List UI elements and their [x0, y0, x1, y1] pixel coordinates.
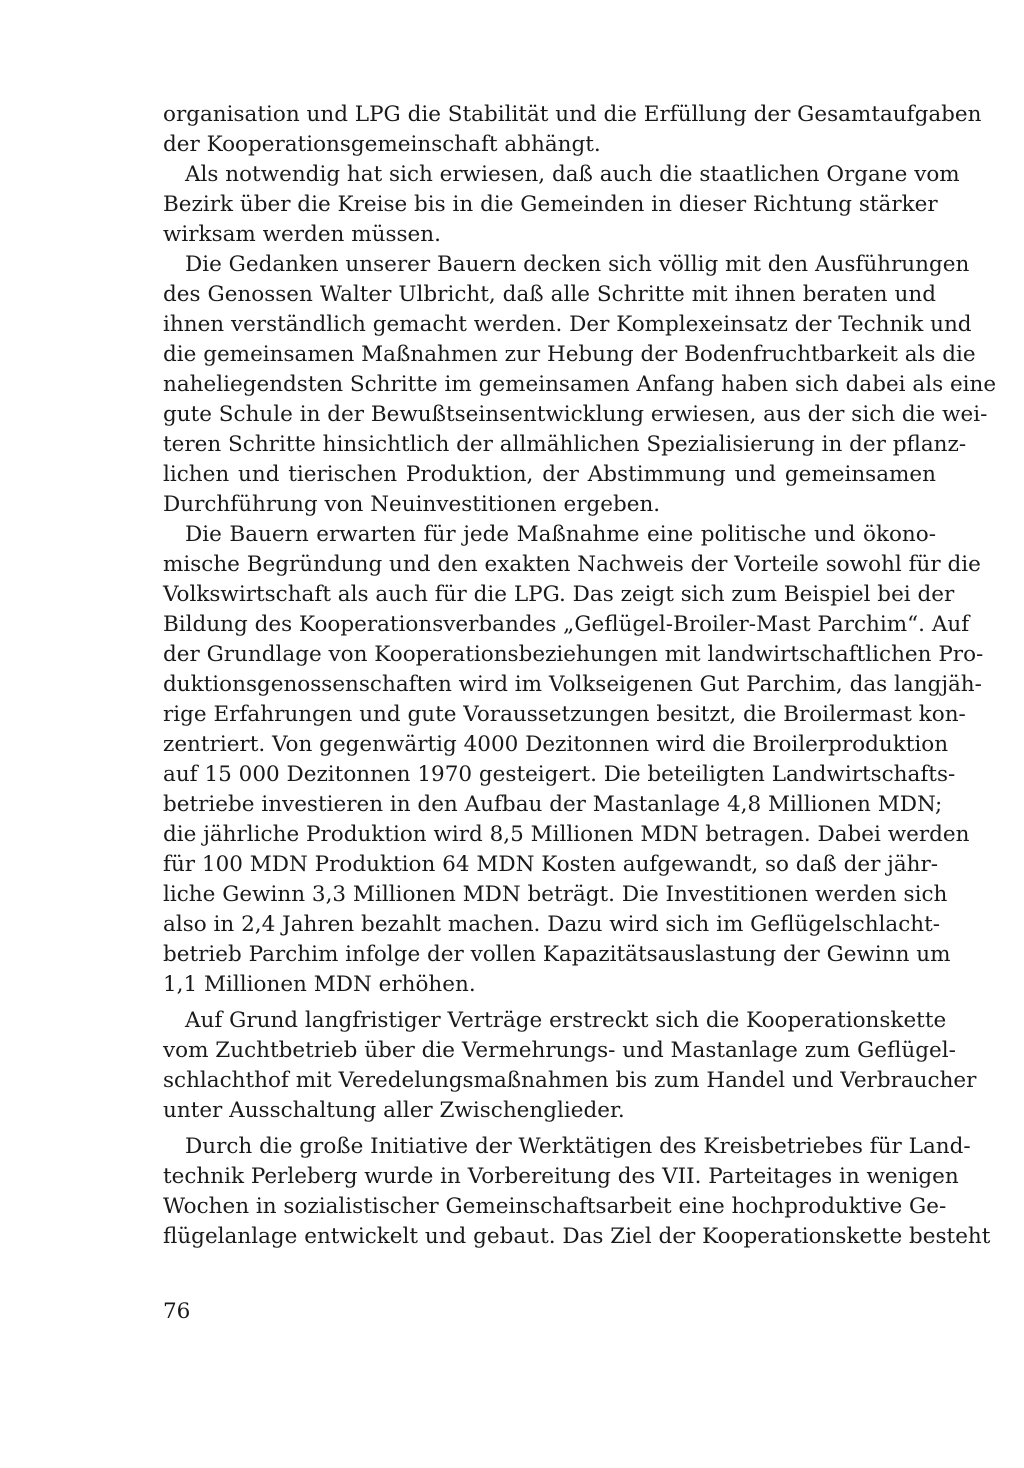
text-line: die gemeinsamen Maßnahmen zur Hebung der Bodenfruchtbarkeit als die [163, 342, 976, 367]
text-line: 1,1 Millionen MDN erhöhen. [163, 972, 476, 997]
text-line: organisation und LPG die Stabilität und die Erfüllung der Gesamtaufgaben [163, 102, 982, 127]
text-line: wirksam werden müssen. [163, 222, 441, 247]
text-line: auf 15 000 Dezitonnen 1970 gesteigert. Die beteiligten Landwirtschafts- [163, 762, 956, 787]
text-line: die jährliche Produktion wird 8,5 Millionen MDN betragen. Dabei werden [163, 822, 970, 847]
text-line: gute Schule in der Bewußtseinsentwicklung erwiesen, aus der sich die wei- [163, 402, 988, 427]
text-line: teren Schritte hinsichtlich der allmählichen Spezialisierung in der pflanz- [163, 432, 967, 457]
text-line: Die Gedanken unserer Bauern decken sich völlig mit den Ausführungen [185, 252, 970, 277]
text-line: mische Begründung und den exakten Nachweis der Vorteile sowohl für die [163, 552, 981, 577]
text-line: lichen und tierischen Produktion, der Abstimmung und gemeinsamen [163, 462, 936, 487]
text-line: der Kooperationsgemeinschaft abhängt. [163, 132, 601, 157]
text-line: also in 2,4 Jahren bezahlt machen. Dazu wird sich im Geflügelschlacht- [163, 912, 941, 937]
text-line: unter Ausschaltung aller Zwischenglieder. [163, 1098, 625, 1123]
text-line: Die Bauern erwarten für jede Maßnahme eine politische und ökono- [185, 522, 936, 547]
text-line: des Genossen Walter Ulbricht, daß alle Schritte mit ihnen beraten und [163, 282, 936, 307]
text-line: schlachthof mit Veredelungsmaßnahmen bis zum Handel und Verbraucher [163, 1068, 977, 1093]
text-line: Auf Grund langfristiger Verträge erstreckt sich die Kooperationskette [185, 1008, 947, 1033]
text-line: zentriert. Von gegenwärtig 4000 Dezitonnen wird die Broilerproduktion [163, 732, 949, 757]
text-line: Bezirk über die Kreise bis in die Gemeinden in dieser Richtung stärker [163, 192, 938, 217]
text-line: der Grundlage von Kooperationsbeziehungen mit landwirtschaftlichen Pro- [163, 642, 984, 667]
text-line: vom Zuchtbetrieb über die Vermehrungs- und Mastanlage zum Geflügel- [163, 1038, 956, 1063]
text-line: flügelanlage entwickelt und gebaut. Das Ziel der Kooperationskette besteht [163, 1224, 991, 1249]
text-line: naheliegendsten Schritte im gemeinsamen Anfang haben sich dabei als eine [163, 372, 997, 397]
text-line: technik Perleberg wurde in Vorbereitung des VII. Parteitages in wenigen [163, 1164, 959, 1189]
paragraph [163, 1132, 991, 1252]
text-line: rige Erfahrungen und gute Voraussetzungen besitzt, die Broilermast kon- [163, 702, 966, 727]
text-line: Durch die große Initiative der Werktätigen des Kreisbetriebes für Land- [185, 1134, 971, 1159]
page-number: 76 [163, 1299, 191, 1324]
paragraph [163, 520, 984, 1000]
text-line: für 100 MDN Produktion 64 MDN Kosten aufgewandt, so daß der jähr- [163, 852, 939, 877]
paragraph [163, 100, 982, 160]
text-line: Volkswirtschaft als auch für die LPG. Das zeigt sich zum Beispiel bei der [163, 582, 955, 607]
text-line: Durchführung von Neuinvestitionen ergeben. [163, 492, 661, 517]
text-line: duktionsgenossenschaften wird im Volkseigenen Gut Parchim, das langjäh- [163, 672, 982, 697]
text-line: Bildung des Kooperationsverbandes „Geflügel-Broiler-Mast Parchim“. Auf [163, 612, 970, 637]
text-line: Wochen in sozialistischer Gemeinschaftsarbeit eine hochproduktive Ge- [163, 1194, 947, 1219]
text-line: ihnen verständlich gemacht werden. Der Komplexeinsatz der Technik und [163, 312, 972, 337]
text-line: Als notwendig hat sich erwiesen, daß auch die staatlichen Organe vom [185, 162, 960, 187]
paragraph [163, 1006, 977, 1126]
paragraph [163, 160, 960, 250]
paragraph [163, 250, 997, 520]
body-text [163, 100, 997, 1252]
text-line: liche Gewinn 3,3 Millionen MDN beträgt. Die Investitionen werden sich [163, 882, 948, 907]
text-line: betriebe investieren in den Aufbau der Mastanlage 4,8 Millionen MDN; [163, 792, 943, 817]
text-line: betrieb Parchim infolge der vollen Kapazitätsauslastung der Gewinn um [163, 942, 951, 967]
